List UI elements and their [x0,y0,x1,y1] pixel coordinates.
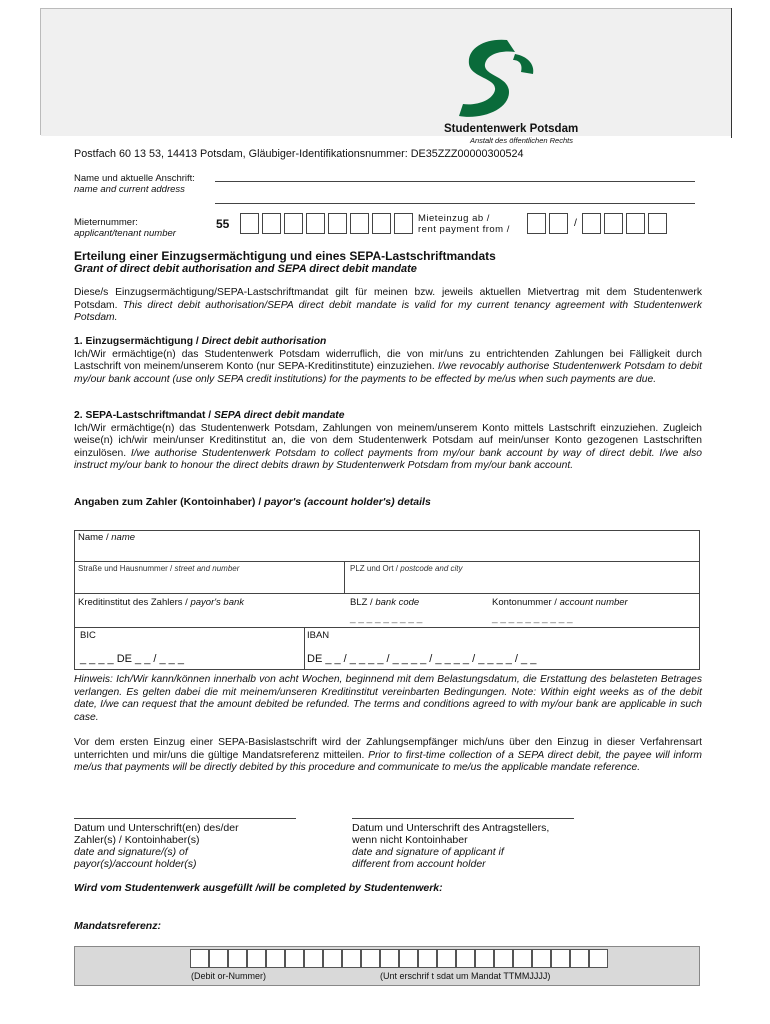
move-in-month-cells[interactable] [527,213,571,234]
digit-cell[interactable] [380,949,399,968]
applicant-signature-label-en: date and signature of applicant if [352,846,504,858]
digit-cell[interactable] [304,949,323,968]
payer-signature-label-en-2: payor(s)/account holder(s) [74,858,197,870]
digit-cell[interactable] [285,949,304,968]
digit-cell[interactable] [328,213,347,234]
blz-label: BLZ / bank code [350,597,420,608]
section-2: 2. SEPA-Lastschriftmandat / SEPA direct debit mandate Ich/Wir ermächtige(n) das Studentenwerk Potsdam, Zahlungen von meinem/unserem Konto mittels Lastschrift einzuziehen. Zugleich weise(n) ich/wir mein/unser Kreditinstitut an, die von dem Studentenwerk Potsdam auf mein/unser Konto gezogenen Lastschriften einzulösen. I/we authorise Studentenwerk Potsdam to collect payments from my/our bank account by way of direct debit. I/we also instruct my/our bank to honour the direct debits drawn by Studentenwerk Potsdam from my/our bank account. [74,410,702,472]
digit-cell[interactable] [323,949,342,968]
blz-blanks[interactable]: _ _ _ _ _ _ _ _ _ [350,613,423,624]
studentenwerk-logo-icon [445,38,540,118]
street-field[interactable]: Straße und Hausnummer / street and number [78,564,240,573]
mandate-reference-label: Mandatsreferenz: [74,920,161,932]
mandate-date-caption: (Unt erschrif t sdat um Mandat TTMMJJJJ) [380,971,551,981]
digit-cell[interactable] [372,213,391,234]
applicant-signature-label: Datum und Unterschrift des Antragstellers, [352,822,550,834]
form-title-en: Grant of direct debit authorisation and SEPA direct debit mandate [74,263,417,275]
mandate-reference-cells[interactable] [190,949,608,968]
mandate-reference-box [74,946,700,986]
creditor-address: Postfach 60 13 53, 14413 Potsdam, Gläubiger-Identifikationsnummer: DE35ZZZ00000300524 [74,148,524,160]
digit-cell[interactable] [266,949,285,968]
account-label: Kontonummer / account number [492,597,628,608]
debitor-number-caption: (Debit or-Nummer) [191,971,267,981]
bic-label: BIC [80,630,96,641]
move-in-label: Mieteinzug ab / [418,213,490,224]
payer-heading: Angaben zum Zahler (Kontoinhaber) / payor's (account holder's) details [74,496,431,508]
payer-signature-label-en: date and signature/(s) of [74,846,188,858]
bank-field[interactable]: Kreditinstitut des Zahlers / payor's bank [78,597,245,608]
payer-signature-label: Datum und Unterschrift(en) des/der [74,822,239,834]
digit-cell[interactable] [350,213,369,234]
digit-cell[interactable] [570,949,589,968]
applicant-signature-line[interactable] [352,818,574,819]
digit-cell[interactable] [190,949,209,968]
tenant-number-label: Mieternummer: [74,217,138,228]
digit-cell[interactable] [513,949,532,968]
payer-signature-line[interactable] [74,818,296,819]
first-debit-notice: Vor dem ersten Einzug einer SEPA-Basislastschrift wird der Zahlungsempfänger mich/uns über den Einzug in dieser Verfahrensart unterrichten und mir/uns die gültige Mandatsreferenz mitteilen. Prior to first-time collection of a SEPA direct debit, the payee will inform me/us that payments will be directly debited by this procedure and communicate to me/us the applicable mandate reference. [74,737,702,774]
digit-cell[interactable] [549,213,568,234]
name-address-label: Name und aktuelle Anschrift: [74,173,195,184]
digit-cell[interactable] [532,949,551,968]
move-in-year-cells[interactable] [582,213,670,234]
digit-cell[interactable] [418,949,437,968]
section-1: 1. Einzugsermächtigung / Direct debit authorisation Ich/Wir ermächtige(n) das Studentenwerk Potsdam widerruflich, die von mir/uns zu entrichtenden Zahlungen bei Fälligkeit durch Lastschrift von meinem/unserem Konto (nur SEPA-Kreditinstitute) einzuziehen. I/we revocably authorise Studentenwerk Potsdam to debit my/our bank account (use only SEPA credit institutions) for the payments to be effected by me/us when such payments are due. [74,336,702,385]
intro-paragraph: Diese/s Einzugsermächtigung/SEPA-Lastschriftmandat gilt für meinen bzw. jeweils aktuellen Mietvertrag mit dem Studentenwerk Potsdam. This direct debit authorisation/SEPA direct debit mandate is valid for my current tenancy agreement with Studentenwerk Potsdam. [74,287,702,324]
digit-cell[interactable] [228,949,247,968]
tenant-number-prefix: 55 [216,217,230,231]
tenant-number-cells[interactable] [240,213,416,234]
name-address-label-en: name and current address [74,184,185,195]
header-band [41,9,731,136]
digit-cell[interactable] [342,949,361,968]
digit-cell[interactable] [240,213,259,234]
digit-cell[interactable] [475,949,494,968]
header-right-border [731,8,732,138]
digit-cell[interactable] [247,949,266,968]
digit-cell[interactable] [394,213,413,234]
digit-cell[interactable] [437,949,456,968]
office-use-heading: Wird vom Studentenwerk ausgefüllt /will be completed by Studentenwerk: [74,882,443,894]
digit-cell[interactable] [262,213,281,234]
refund-notice: Hinweis: Ich/Wir kann/können innerhalb von acht Wochen, beginnend mit dem Belastungsdatum, die Erstattung des belasteten Betrages verlangen. Es gelten dabei die mit meinem/unseren Kreditinstitut vereinbarten Bedingungen. Note: Within eight weeks as of the debit date, I/we can request that the amount debited be refunded. The terms and conditions agreed to with my/our bank are applicable in such case. [74,674,703,723]
header-left-border [40,8,41,135]
name-address-line-2[interactable] [215,203,695,204]
form-title: Erteilung einer Einzugsermächtigung und eines SEPA-Lastschriftmandats [74,249,496,263]
bic-field[interactable]: _ _ _ _ DE _ _ / _ _ _ [80,653,184,665]
city-field[interactable]: PLZ und Ort / postcode and city [350,564,463,573]
digit-cell[interactable] [306,213,325,234]
digit-cell[interactable] [527,213,546,234]
digit-cell[interactable] [456,949,475,968]
applicant-signature-label-en-2: different from account holder [352,858,486,870]
digit-cell[interactable] [582,213,601,234]
digit-cell[interactable] [648,213,667,234]
date-separator: / [574,217,577,229]
applicant-signature-label-2: wenn nicht Kontoinhaber [352,834,468,846]
digit-cell[interactable] [209,949,228,968]
payer-signature-label-2: Zahler(s) / Kontoinhaber(s) [74,834,200,846]
logo-name: Studentenwerk Potsdam [444,123,579,135]
digit-cell[interactable] [361,949,380,968]
tenant-number-label-en: applicant/tenant number [74,228,176,239]
iban-field[interactable]: DE _ _ / _ _ _ _ / _ _ _ _ / _ _ _ _ / _ _ _ _ / _ _ [307,653,537,665]
digit-cell[interactable] [626,213,645,234]
digit-cell[interactable] [399,949,418,968]
digit-cell[interactable] [551,949,570,968]
digit-cell[interactable] [494,949,513,968]
digit-cell[interactable] [604,213,623,234]
digit-cell[interactable] [589,949,608,968]
move-in-label-en: rent payment from / [418,224,510,235]
logo-subtitle: Anstalt des öffentlichen Rechts [470,136,573,145]
digit-cell[interactable] [284,213,303,234]
header-top-border [40,8,732,9]
account-blanks[interactable]: _ _ _ _ _ _ _ _ _ _ [492,613,573,624]
name-address-line-1[interactable] [215,181,695,182]
iban-label: IBAN [307,630,330,641]
payer-name-field[interactable]: Name / name [78,532,136,543]
